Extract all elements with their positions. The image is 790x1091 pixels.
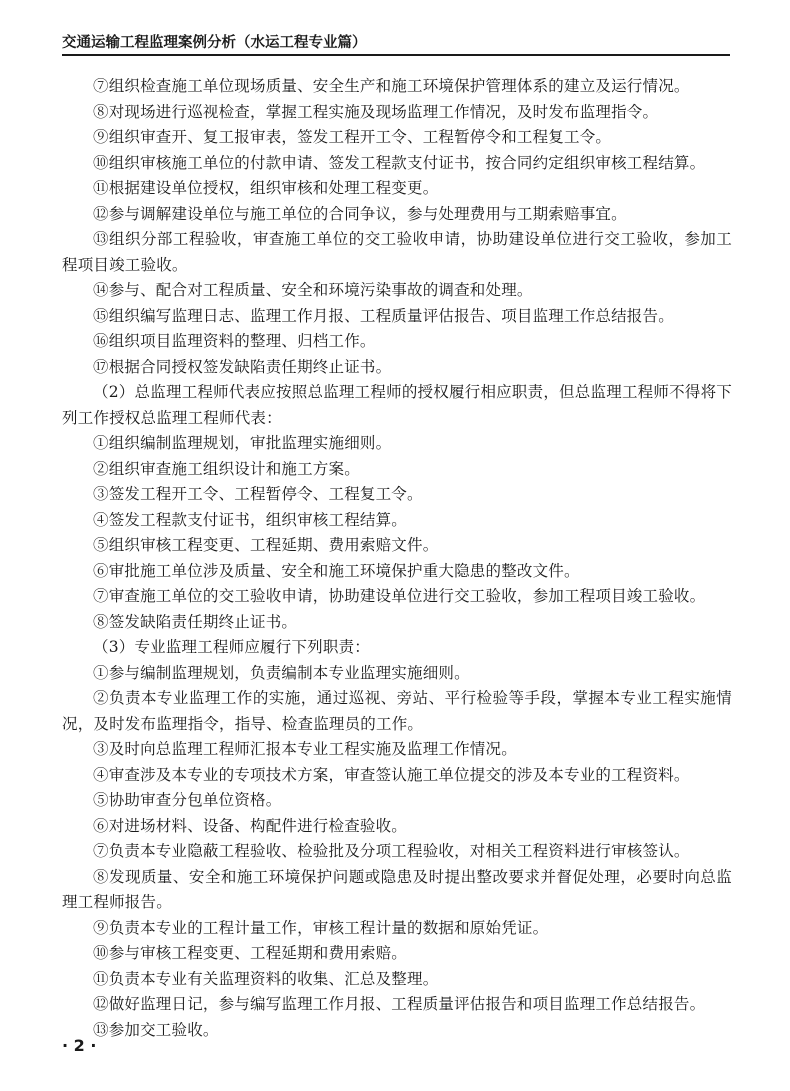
paragraph: ⑥对进场材料、设备、构配件进行检查验收。 [93,816,408,835]
paragraph: ⑪负责本专业有关监理资料的收集、汇总及整理。 [93,969,439,988]
paragraph: ⑮组织编写监理日志、监理工作月报、工程质量评估报告、项目监理工作总结报告。 [93,306,674,325]
paragraph: ⑫参与调解建设单位与施工单位的合同争议，参与处理费用与工期索赔事宜。 [93,204,627,223]
paragraph: ②负责本专业监理工作的实施，通过巡视、旁站、平行检验等手段，掌握本专业工程实施情况，及时发布监理指令，指导、检查监理员的工作。 [62,689,732,733]
paragraph: ⑧对现场进行巡视检查，掌握工程实施及现场监理工作情况，及时发布监理指令。 [93,102,659,121]
paragraph: ⑦审查施工单位的交工验收申请，协助建设单位进行交工验收，参加工程项目竣工验收。 [93,587,706,605]
paragraph: ⑦负责本专业隐蔽工程验收、检验批及分项工程验收，对相关工程资料进行审核签认。 [93,842,690,860]
paragraph: ①参与编制监理规划，负责编制本专业监理实施细则。 [93,663,470,682]
book-title: 交通运输工程监理案例分析（水运工程专业篇） [62,35,367,51]
paragraph: ⑫做好监理日记，参与编写监理工作月报、工程质量评估报告和项目监理工作总结报告。 [93,995,706,1013]
paragraph: ⑧发现质量、安全和施工环境保护问题或隐患及时提出整改要求并督促处理，必要时向总监理工程师报告。 [62,867,732,911]
paragraph: ⑭参与、配合对工程质量、安全和环境污染事故的调查和处理。 [93,281,533,299]
paragraph: ⑬参加交工验收。 [93,1020,219,1039]
paragraph: ⑦组织检查施工单位现场质量、安全生产和施工环境保护管理体系的建立及运行情况。 [93,77,690,95]
paragraph: ⑩组织审核施工单位的付款申请、签发工程款支付证书，按合同约定组织审核工程结算。 [93,153,706,172]
paragraph: ⑰根据合同授权签发缺陷责任期终止证书。 [93,357,392,376]
paragraph: ⑧签发缺陷责任期终止证书。 [93,612,298,631]
paragraph: ⑪根据建设单位授权，组织审核和处理工程变更。 [93,179,439,197]
paragraph: ⑤协助审查分包单位资格。 [93,791,282,809]
body-text [62,74,732,1043]
page-number: · 2 · [62,1036,97,1055]
paragraph: ⑬组织分部工程验收，审查施工单位的交工验收申请，协助建设单位进行交工验收，参加工程项目竣工验收。 [62,230,732,274]
paragraph: ⑨组织审查开、复工报审表，签发工程开工令、工程暂停令和工程复工令。 [93,128,612,146]
paragraph: ②组织审查施工组织设计和施工方案。 [93,459,360,478]
paragraph: ⑥审批施工单位涉及质量、安全和施工环境保护重大隐患的整改文件。 [93,561,580,580]
running-header [62,34,730,56]
paragraph: ⑩参与审核工程变更、工程延期和费用索赔。 [93,944,408,962]
paragraph: ①组织编制监理规划，审批监理实施细则。 [93,434,392,452]
section-heading: （3）专业监理工程师应履行下列职责： [93,638,370,656]
paragraph: ④审查涉及本专业的专项技术方案，审查签认施工单位提交的涉及本专业的工程资料。 [93,765,690,784]
paragraph: ③及时向总监理工程师汇报本专业工程实施及监理工作情况。 [93,740,517,758]
paragraph: ③签发工程开工令、工程暂停令、工程复工令。 [93,485,423,503]
section-heading: （2）总监理工程师代表应按照总监理工程师的授权履行相应职责，但总监理工程师不得将下列工作授权总监理工程师代表： [62,383,732,427]
paragraph: ⑨负责本专业的工程计量工作，审核工程计量的数据和原始凭证。 [93,918,549,937]
paragraph: ⑤组织审核工程变更、工程延期、费用索赔文件。 [93,536,439,554]
paragraph: ④签发工程款支付证书，组织审核工程结算。 [93,510,408,529]
paragraph: ⑯组织项目监理资料的整理、归档工作。 [93,332,376,350]
